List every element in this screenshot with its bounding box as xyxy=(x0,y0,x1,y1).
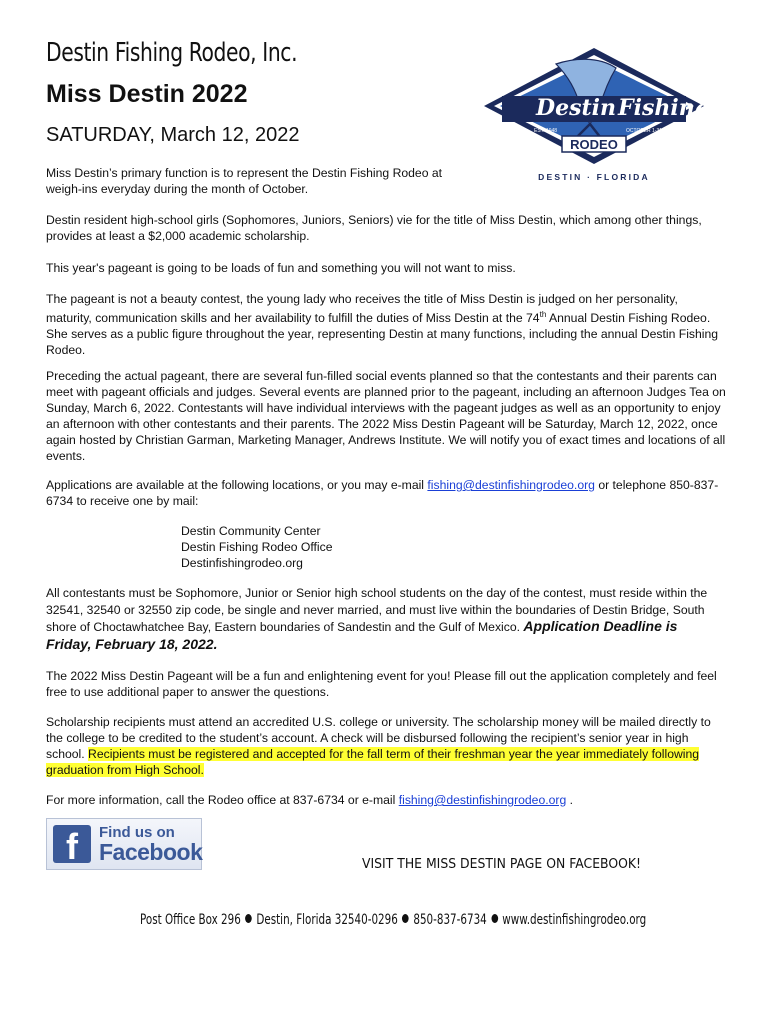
paragraph-text xyxy=(46,291,726,358)
paragraph-text-part: Annual Destin Fishing Rodeo. She serves as a public figure throughout the year, representing Destin at many functions, including the annual Destin Fishing Rodeo. xyxy=(46,311,719,358)
paragraph-text: The 2022 Miss Destin Pageant will be a fun and enlightening event for you! Please fill out the application completely and feel free to use additional paper to answer the questions. xyxy=(46,669,717,699)
location-item: Destin Fishing Rodeo Office xyxy=(181,540,333,554)
bullet-icon xyxy=(245,914,252,923)
paragraph-scholarship xyxy=(46,714,726,778)
find-us-label: Find us on xyxy=(99,824,175,841)
pageant-date: SATURDAY, March 12, 2022 xyxy=(46,124,300,146)
paragraph-text: Miss Destin’s primary function is to represent the Destin Fishing Rodeo at weigh-ins everyday during the month of October. xyxy=(46,166,443,196)
paragraph-fun xyxy=(46,260,726,276)
facebook-icon: f xyxy=(53,825,91,863)
paragraph-text: This year's pageant is going to be loads of fun and something you will not want to miss. xyxy=(46,261,516,275)
email-link[interactable]: fishing@destinfishingrodeo.org xyxy=(427,478,595,492)
paragraph-text-part: or telephone 850-837-6734 to receive one by mail: xyxy=(46,478,719,508)
paragraph-primary-function xyxy=(46,165,466,197)
paragraph-text: Preceding the actual pageant, there are several fun-filled social events planned so that the contestants and their parents can meet with pageant officials and judges. Several events are planned prior to the pageant, including an afternoon Judges Tea on Sunday, March 6, 2022. Contestants will have individual interviews with the pageant judges as well as an opportunity to enjoy an afternoon with other contestants and their parents. The 2022 Miss Destin Pageant will be Saturday, March 12, 2022, once again hosted by Christian Garman, Marketing Manager, Andrews Institute. We will notify you of exact times and locations of all events. xyxy=(46,369,726,463)
application-locations xyxy=(181,523,333,571)
facebook-badge[interactable] xyxy=(46,818,202,870)
logo-word-fishing: Fishing xyxy=(618,95,710,121)
paragraph-social-events xyxy=(46,368,726,464)
logo-est: EST. 1948 xyxy=(534,128,558,134)
footer-address xyxy=(140,912,646,928)
paragraph-text xyxy=(46,477,726,509)
email-link[interactable]: fishing@destinfishingrodeo.org xyxy=(398,793,567,807)
footer-phone: 850-837-6734 xyxy=(413,912,487,928)
organization-name: Destin Fishing Rodeo, Inc. xyxy=(46,38,298,68)
visit-facebook-text: VISIT THE MISS DESTIN PAGE ON FACEBOOK! xyxy=(362,856,642,872)
paragraph-applications xyxy=(46,477,726,509)
bullet-icon xyxy=(402,914,409,923)
paragraph-text-part: For more information, call the Rodeo office at 837-6734 or e-mail xyxy=(46,793,399,807)
page-title: Miss Destin 2022 xyxy=(46,80,248,108)
paragraph-eligibility-summary xyxy=(46,212,726,244)
location-item: Destin Community Center xyxy=(181,524,321,538)
footer-po-box: Post Office Box 296 xyxy=(140,912,241,928)
paragraph-text xyxy=(46,714,726,778)
paragraph-text-part: Applications are available at the following locations, or you may e-mail xyxy=(46,478,428,492)
paragraph-text: Destin resident high-school girls (Sophomores, Juniors, Seniors) vie for the title of Miss Destin, which among other things, provides at least a $2,000 academic scholarship. xyxy=(46,213,702,243)
paragraph-more-info xyxy=(46,792,726,808)
logo-word-destin: Destin xyxy=(536,95,616,121)
paragraph-text-part: All contestants must be Sophomore, Junior or Senior high school students on the day of the contest, must reside within the 32541, 32540 or 32550 zip code, be single and never married, and must live within the boundaries of Destin Bridge, South shore of Choctawhatchee Bay, Eastern boundaries of Sandestin and the Gulf of Mexico. xyxy=(46,586,708,634)
paragraph-requirements xyxy=(46,585,726,653)
facebook-wordmark: Facebook xyxy=(99,839,203,865)
location-item: Destinfishingrodeo.org xyxy=(181,556,303,570)
paragraph-not-beauty-contest xyxy=(46,291,726,358)
logo-word-rodeo: RODEO xyxy=(570,137,618,152)
paragraph-text-part: . xyxy=(566,793,574,807)
footer-city: Destin, Florida 32540-0296 xyxy=(256,912,398,928)
footer-website[interactable]: www.destinfishingrodeo.org xyxy=(502,912,647,928)
paragraph-fun-event xyxy=(46,668,726,700)
paragraph-text xyxy=(46,585,726,653)
paragraph-text xyxy=(46,792,726,808)
logo-october: OCTOBER 1-31 xyxy=(626,128,663,134)
highlighted-requirement: Recipients must be registered and accepted for the fall term of their freshman year the year immediately following graduation from High School. xyxy=(46,747,700,777)
application-deadline: Application Deadline is Friday, February 18, 2022. xyxy=(46,618,678,652)
paragraph-text-part: The pageant is not a beauty contest, the young lady who receives the title of Miss Destin is judged on her personality, maturity, communication skills and her availability to fulfill the duties of Miss Destin at the 74 xyxy=(46,292,678,326)
destin-fishing-rodeo-logo xyxy=(478,44,710,184)
paragraph-text-part: Scholarship recipients must attend an accredited U.S. college or university. The scholarship money will be mailed directly to the college to be credited to the student’s account. A check will be disbursed following the recipient’s senior year in high school. xyxy=(46,715,711,761)
logo-location: DESTIN · FLORIDA xyxy=(538,172,650,182)
ordinal-suffix: th xyxy=(539,310,547,319)
bullet-icon xyxy=(491,914,498,923)
